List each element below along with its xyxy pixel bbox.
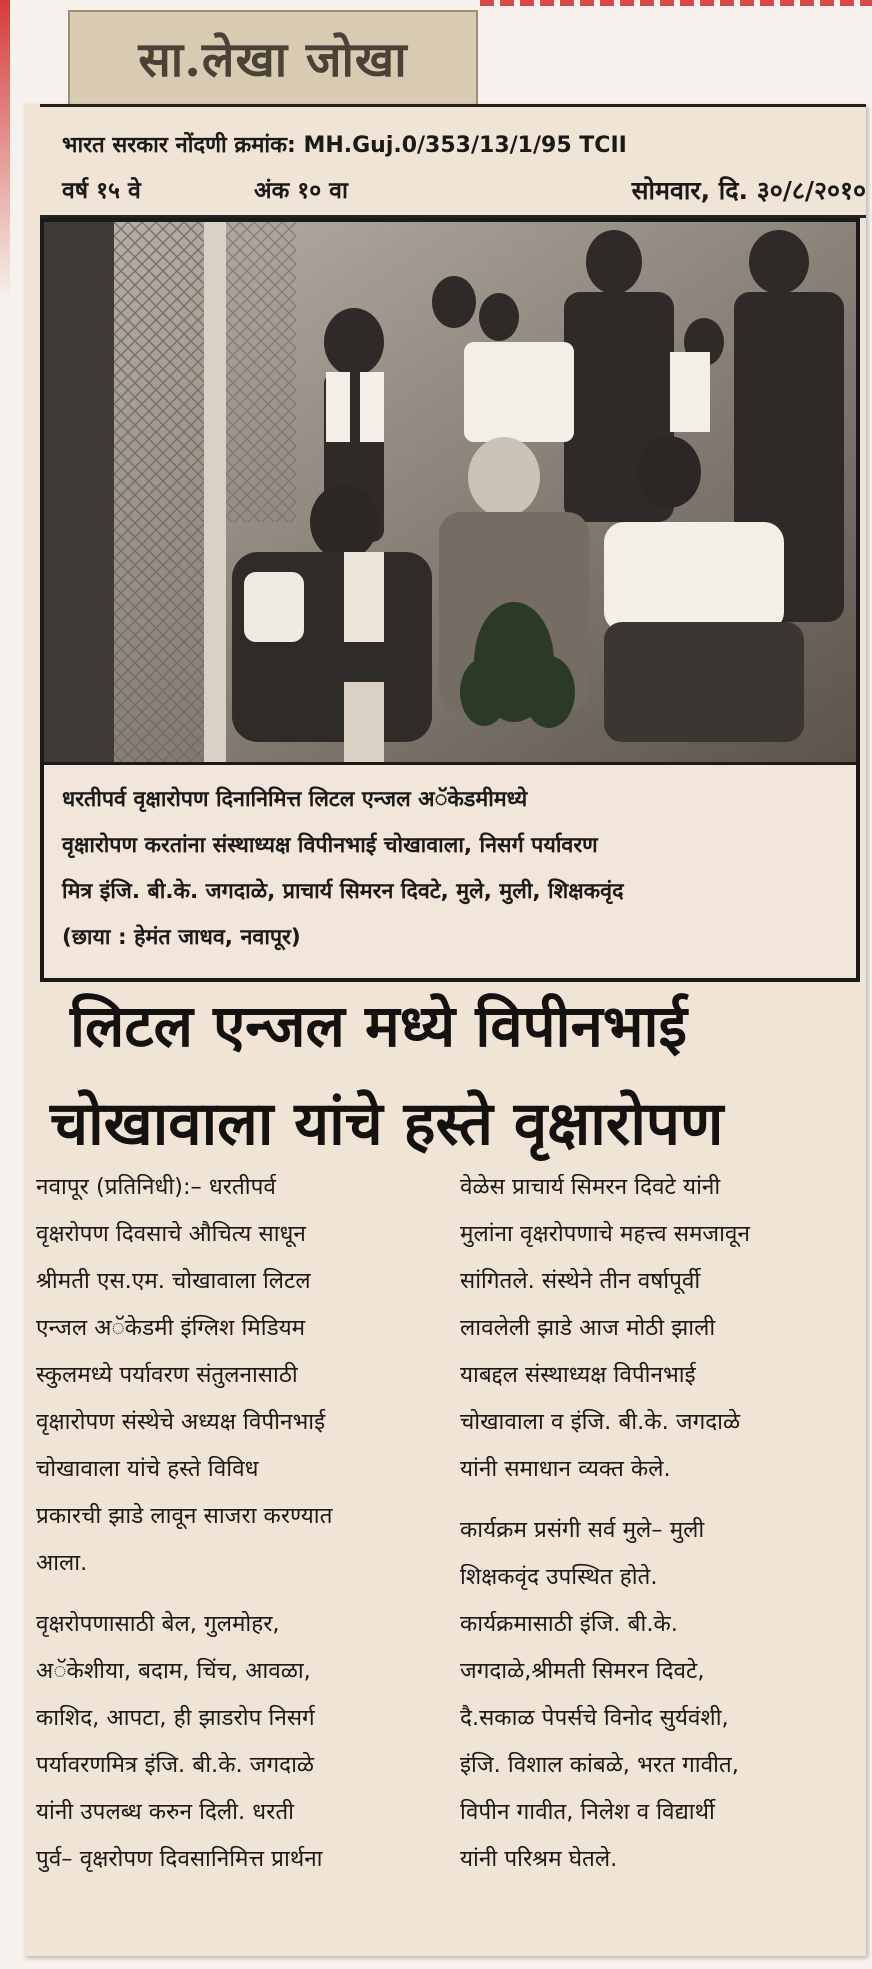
article-line: चोखावाला यांचे हस्ते विविध — [36, 1456, 259, 1482]
article-column-1 — [36, 1164, 446, 1883]
article-line: पर्यावरणमित्र इंजि. बी.के. जगदाळे — [36, 1752, 315, 1778]
article-line: यांनी उपलब्ध करुन दिली. धरती — [36, 1799, 294, 1825]
article-line: आला. — [36, 1550, 88, 1576]
article-line: शिक्षकवृंद उपस्थित होते. — [460, 1564, 658, 1590]
volume-year: वर्ष १५ वे — [62, 178, 141, 204]
article-line: श्रीमती एस.एम. चोखावाला लिटल — [36, 1268, 311, 1294]
registration-number: भारत सरकार नोंदणी क्रमांक: MH.Guj.0/353/13/1/95 TCII — [62, 133, 627, 158]
article-line: वृक्षरोपणासाठी बेल, गुलमोहर, — [36, 1611, 280, 1637]
news-photo — [44, 222, 856, 762]
caption-line: (छाया : हेमंत जाधव, नवापूर) — [62, 925, 301, 950]
article-line: कार्यक्रम प्रसंगी सर्व मुले– मुली — [460, 1517, 705, 1543]
article-body — [24, 1164, 866, 1934]
photo-frame — [40, 218, 860, 982]
article-line: सांगितले. संस्थेने तीन वर्षापूर्वी — [460, 1268, 701, 1294]
article-line: काशिद, आपटा, ही झाडरोप निसर्ग — [36, 1705, 315, 1731]
issue-date: सोमवार, दि. ३०/८/२०१० — [631, 176, 866, 205]
masthead — [40, 104, 866, 218]
article-line: वेळेस प्राचार्य सिमरन दिवटे यांनी — [460, 1174, 721, 1200]
issue-number: अंक १० वा — [254, 178, 348, 204]
article-line: विपीन गावीत, निलेश व विद्यार्थी — [460, 1799, 715, 1825]
article-line: जगदाळे,श्रीमती सिमरन दिवटे, — [460, 1658, 705, 1684]
tree-planting-photo — [44, 222, 856, 762]
photo-caption — [44, 762, 856, 978]
column-stamp — [68, 10, 478, 106]
article-line: कार्यक्रमासाठी इंजि. बी.के. — [460, 1611, 678, 1637]
caption-line: धरतीपर्व वृक्षारोपण दिनानिमित्त लिटल एन्जल अॅकेडमीमध्ये — [62, 787, 528, 812]
article-line: इंजि. विशाल कांबळे, भरत गावीत, — [460, 1752, 739, 1778]
stamp-label: सा.लेखा जोखा — [138, 31, 408, 88]
newspaper-clipping — [24, 104, 866, 1956]
red-margin-strip — [0, 0, 10, 300]
article-line: नवापूर (प्रतिनिधी):– धरतीपर्व — [36, 1174, 276, 1200]
red-top-border — [480, 0, 872, 6]
article-line: लावलेली झाडे आज मोठी झाली — [460, 1315, 716, 1341]
article-line: पुर्व– वृक्षरोपण दिवसानिमित्त प्रार्थना — [36, 1846, 323, 1872]
article-line: याबद्दल संस्थाध्यक्ष विपीनभाई — [460, 1362, 696, 1388]
article-line: मुलांना वृक्षरोपणाचे महत्त्व समजावून — [460, 1221, 750, 1247]
article-line: एन्जल अॅकेडमी इंग्लिश मिडियम — [36, 1315, 306, 1341]
article-line: प्रकारची झाडे लावून साजरा करण्यात — [36, 1503, 333, 1529]
article-line: वृक्षारोपण संस्थेचे अध्यक्ष विपीनभाई — [36, 1409, 326, 1435]
article-line: स्कुलमध्ये पर्यावरण संतुलनासाठी — [36, 1362, 298, 1388]
article-line: यांनी समाधान व्यक्त केले. — [460, 1456, 671, 1482]
headline-line-2: चोखावाला यांचे हस्ते वृक्षारोपण — [50, 1089, 724, 1159]
article-line: यांनी परिश्रम घेतले. — [460, 1846, 618, 1872]
caption-line: वृक्षारोपण करतांना संस्थाध्यक्ष विपीनभाई चोखावाला, निसर्ग पर्यावरण — [62, 833, 598, 858]
article-line: चोखावाला व इंजि. बी.के. जगदाळे — [460, 1409, 741, 1435]
article-column-2 — [460, 1164, 860, 1883]
article-line: वृक्षरोपण दिवसाचे औचित्य साधून — [36, 1221, 306, 1247]
article-line: अॅकेशीया, बदाम, चिंच, आवळा, — [36, 1658, 311, 1684]
article-line: दै.सकाळ पेपर्सचे विनोद सुर्यवंशी, — [460, 1705, 729, 1731]
headline-line-1: लिटल एन्जल मध्ये विपीनभाई — [70, 992, 688, 1060]
caption-line: मित्र इंजि. बी.के. जगदाळे, प्राचार्य सिमरन दिवटे, मुले, मुली, शिक्षकवृंद — [62, 879, 624, 904]
